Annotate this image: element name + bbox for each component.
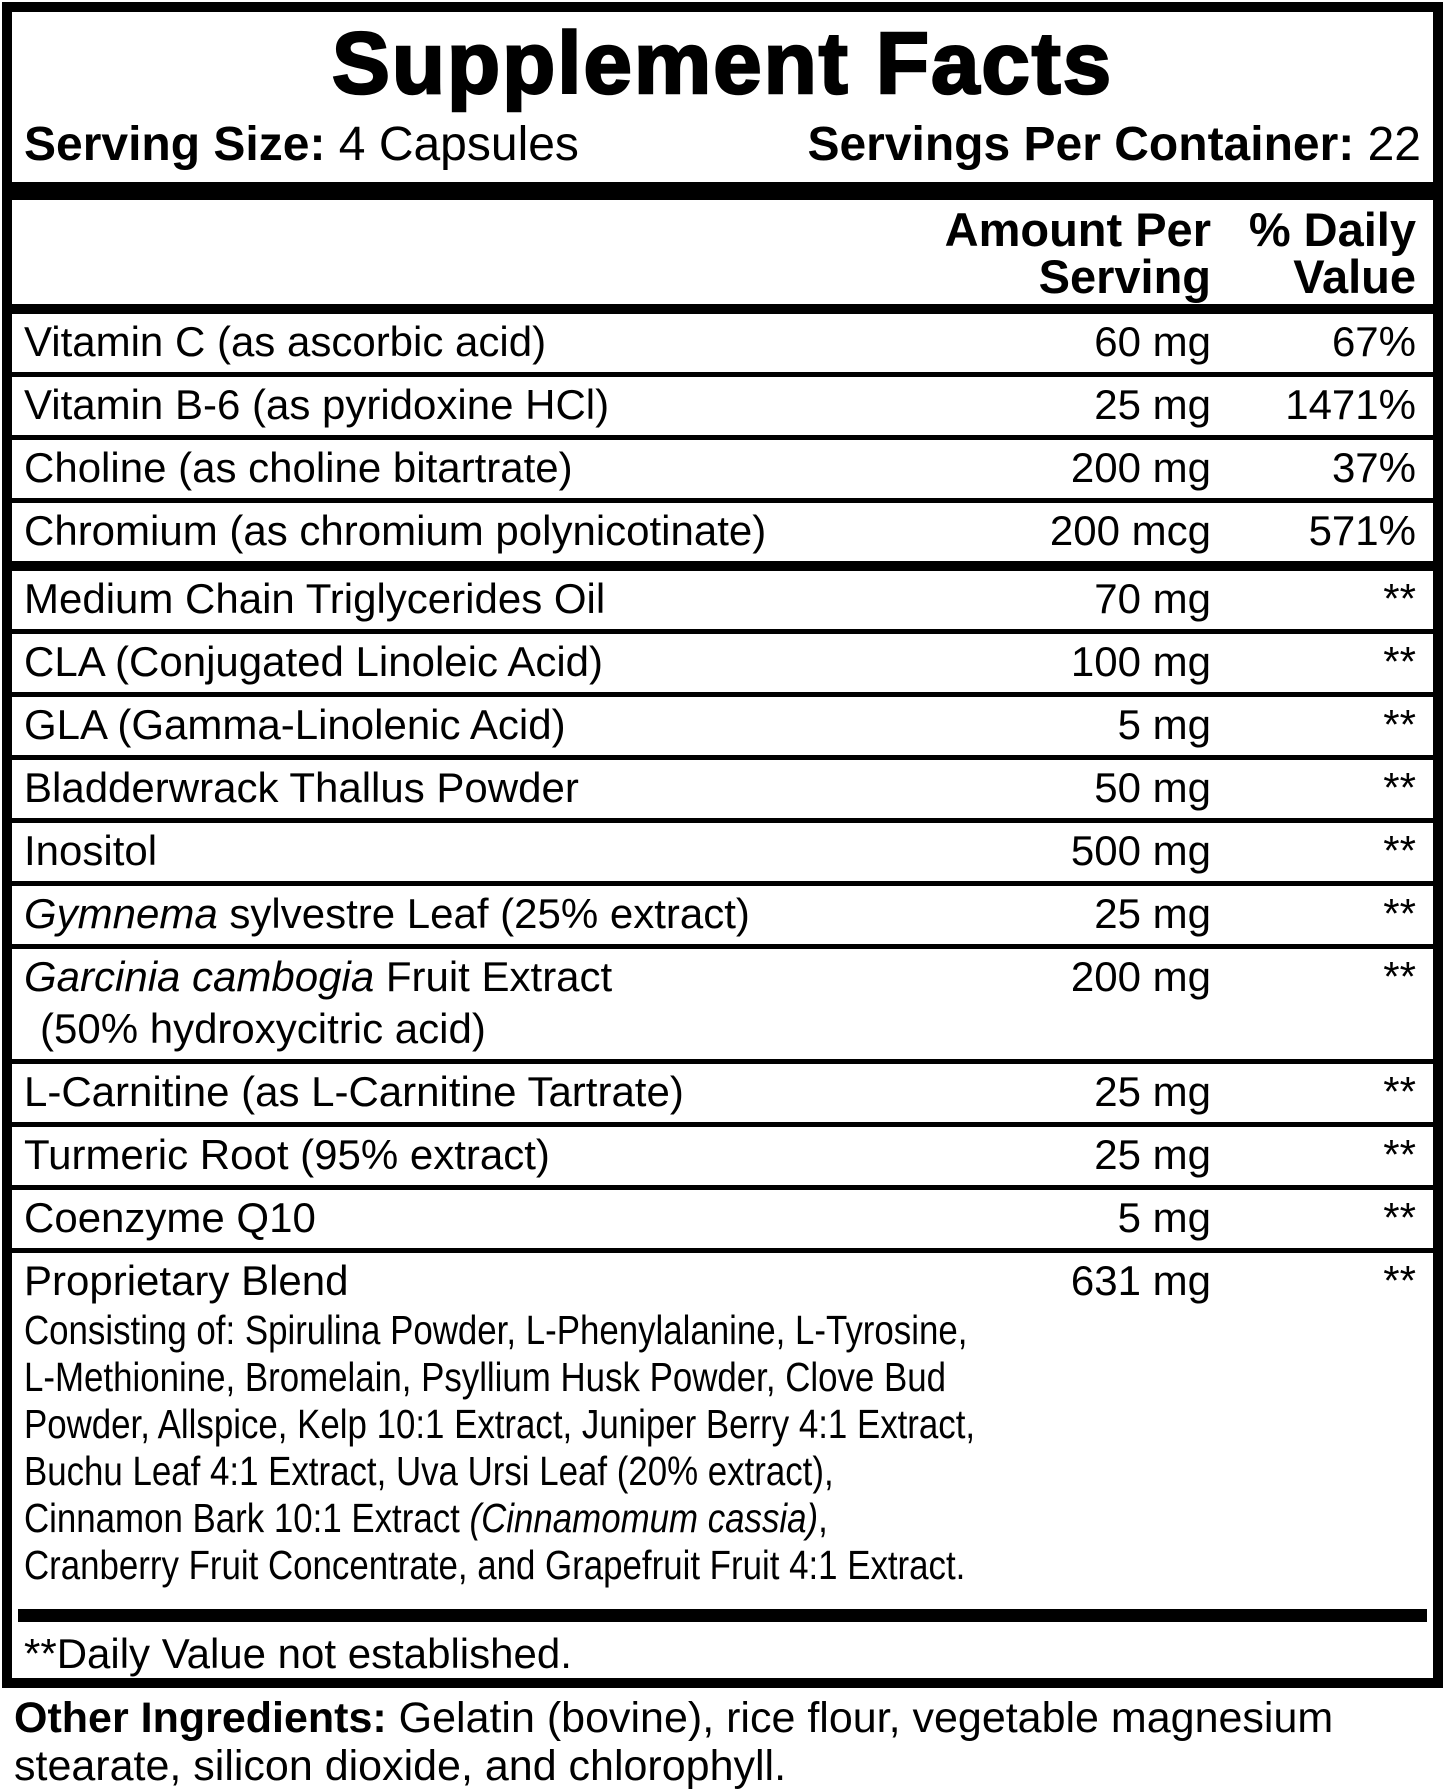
supplement-row — [12, 818, 1433, 881]
ingredient-name: Vitamin B-6 (as pyridoxine HCl) — [24, 381, 610, 428]
daily-value: ** — [1383, 827, 1416, 874]
section-vitamins-minerals — [12, 314, 1433, 561]
amount-value: 50 mg — [1094, 764, 1211, 811]
description-line: Cinnamon Bark 10:1 Extract (Cinnamomum cassia), — [24, 1495, 828, 1541]
supplement-row — [12, 435, 1433, 498]
supplement-row — [12, 1248, 1433, 1597]
supplement-row — [12, 881, 1433, 944]
ingredient-name: Chromium (as chromium polynicotinate) — [24, 507, 767, 554]
ingredient-name: Proprietary Blend — [24, 1257, 349, 1304]
other-ingredients — [0, 1694, 1445, 1790]
daily-value: ** — [1383, 953, 1416, 1000]
amount-value: 25 mg — [1094, 890, 1211, 937]
description-line: Cranberry Fruit Concentrate, and Grapefruit Fruit 4:1 Extract. — [24, 1542, 966, 1588]
amount-value: 631 mg — [1070, 1257, 1211, 1304]
amount-value: 25 mg — [1094, 1131, 1211, 1178]
ingredient-name: Vitamin C (as ascorbic acid) — [24, 318, 547, 365]
ingredient-name-italic: Gymnema — [24, 890, 218, 937]
daily-value: ** — [1383, 764, 1416, 811]
daily-value: ** — [1383, 1257, 1416, 1304]
ingredient-name: L-Carnitine (as L-Carnitine Tartrate) — [24, 1068, 684, 1115]
ingredient-name: Coenzyme Q10 — [24, 1194, 316, 1241]
amount-value: 25 mg — [1094, 1068, 1211, 1115]
serving-size — [24, 118, 579, 172]
daily-value: 571% — [1308, 507, 1416, 554]
ingredient-name: Gymnema sylvestre Leaf (25% extract) — [24, 890, 750, 937]
amount-value: 200 mcg — [1049, 507, 1211, 554]
supplement-row — [12, 629, 1433, 692]
serving-info — [12, 118, 1433, 172]
servings-per-container-value: 22 — [1367, 118, 1421, 171]
divider-medium-header — [12, 304, 1433, 314]
divider-footnote — [18, 1609, 1427, 1622]
supplement-row — [12, 1122, 1433, 1185]
supplement-row — [12, 692, 1433, 755]
supplement-row — [12, 372, 1433, 435]
proprietary-blend-description — [24, 1307, 1421, 1589]
column-headers — [12, 203, 1433, 303]
daily-value-footnote: **Daily Value not established. — [24, 1630, 572, 1677]
amount-value: 200 mg — [1070, 444, 1211, 491]
supplement-row — [12, 944, 1433, 1059]
supplement-row — [12, 1185, 1433, 1248]
serving-size-value: 4 Capsules — [338, 118, 579, 171]
description-line: Buchu Leaf 4:1 Extract, Uva Ursi Leaf (20% extract), — [24, 1448, 834, 1494]
amount-value: 5 mg — [1117, 701, 1211, 748]
section-other-actives — [12, 561, 1433, 1597]
servings-per-container — [807, 118, 1421, 172]
supplement-row — [12, 755, 1433, 818]
ingredient-name: GLA (Gamma-Linolenic Acid) — [24, 701, 566, 748]
ingredient-name: Garcinia cambogia Fruit Extract (50% hydroxycitric acid) — [24, 953, 613, 1052]
ingredient-name: Medium Chain Triglycerides Oil — [24, 575, 606, 622]
daily-value: ** — [1383, 1068, 1416, 1115]
daily-value: 67% — [1331, 318, 1416, 365]
daily-value-header: % Daily Value — [1248, 203, 1416, 303]
amount-value: 200 mg — [1070, 953, 1211, 1000]
daily-value: ** — [1383, 1194, 1416, 1241]
ingredient-name: Inositol — [24, 827, 158, 874]
amount-value: 70 mg — [1094, 575, 1211, 622]
amount-value: 25 mg — [1094, 381, 1211, 428]
daily-value: 1471% — [1285, 381, 1416, 428]
ingredient-name: Choline (as choline bitartrate) — [24, 444, 573, 491]
amount-value: 100 mg — [1070, 638, 1211, 685]
divider-thick-top — [12, 182, 1433, 200]
label-title: Supplement Facts — [331, 15, 1114, 112]
ingredient-name: CLA (Conjugated Linoleic Acid) — [24, 638, 604, 685]
description-line: L-Methionine, Bromelain, Psyllium Husk Powder, Clove Bud — [24, 1354, 946, 1400]
facts-box — [2, 2, 1443, 1688]
ingredient-name-line2: (50% hydroxycitric acid) — [40, 1005, 486, 1052]
ingredient-name-italic: Garcinia cambogia — [24, 953, 375, 1000]
ingredient-name: Bladderwrack Thallus Powder — [24, 764, 579, 811]
daily-value: ** — [1383, 701, 1416, 748]
servings-per-container-label: Servings Per Container: — [807, 118, 1355, 171]
amount-value: 5 mg — [1117, 1194, 1211, 1241]
supplement-row — [12, 314, 1433, 372]
daily-value: ** — [1383, 575, 1416, 622]
ingredient-name: Turmeric Root (95% extract) — [24, 1131, 550, 1178]
supplement-row — [12, 1059, 1433, 1122]
daily-value: 37% — [1331, 444, 1416, 491]
other-ingredients-text: Gelatin (bovine), rice flour, vegetable magnesium stearate, silicon dioxide, and chlorophyll. — [14, 1694, 1334, 1790]
description-line: Consisting of: Spirulina Powder, L-Phenylalanine, L-Tyrosine, — [24, 1307, 968, 1353]
daily-value: ** — [1383, 890, 1416, 937]
amount-per-serving-header: Amount Per Serving — [944, 203, 1211, 303]
daily-value: ** — [1383, 638, 1416, 685]
rows-host — [12, 314, 1433, 1597]
supplement-row — [12, 498, 1433, 561]
amount-value: 60 mg — [1094, 318, 1211, 365]
daily-value: ** — [1383, 1131, 1416, 1178]
description-line: Powder, Allspice, Kelp 10:1 Extract, Juniper Berry 4:1 Extract, — [24, 1401, 976, 1447]
other-ingredients-label: Other Ingredients: — [14, 1694, 387, 1742]
supplement-row — [12, 571, 1433, 629]
serving-size-label: Serving Size: — [24, 118, 326, 171]
amount-value: 500 mg — [1070, 827, 1211, 874]
